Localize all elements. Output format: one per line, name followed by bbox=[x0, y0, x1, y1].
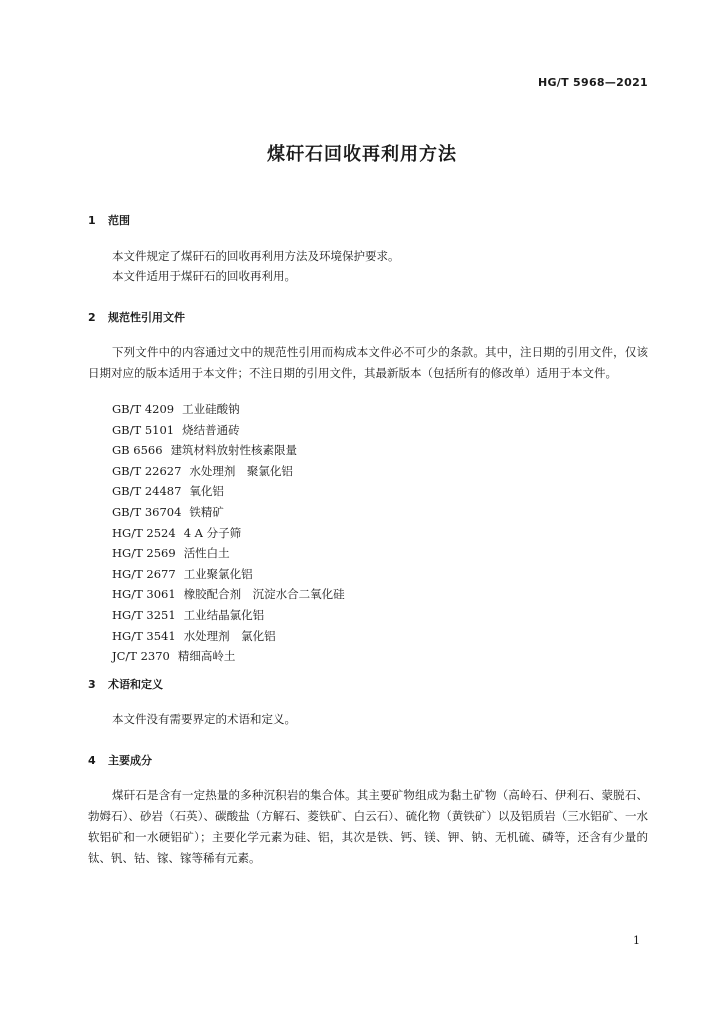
page-number: 1 bbox=[633, 934, 640, 947]
reference-code: HG/T 3251 bbox=[112, 607, 176, 622]
section-title: 范围 bbox=[108, 214, 130, 227]
section-4-paragraph: 煤矸石是含有一定热量的多种沉积岩的集合体。其主要矿物组成为黏土矿物（高岭石、伊利石、蒙脱石、勃姆石）、砂岩（石英）、碳酸盐（方解石、菱铁矿、白云石）、硫化物（黄铁矿）以及铝质岩（三水铝矿、一水软铝矿和一水硬铝矿）；主要化学元素为硅、铝，其次是铁、钙、镁、钾、钠、无机硫、磷等，还含有少量的钛、钒、钴、镓、镓等稀有元素。 bbox=[88, 788, 648, 865]
reference-code: HG/T 2677 bbox=[112, 566, 176, 581]
section-2-intro: 下列文件中的内容通过文中的规范性引用而构成本文件必不可少的条款。其中，注日期的引用文件，仅该日期对应的版本适用于本文件；不注日期的引用文件，其最新版本（包括所有的修改单）适用于本文件。 bbox=[88, 345, 648, 380]
section-title: 主要成分 bbox=[108, 754, 152, 767]
reference-code: HG/T 2524 bbox=[112, 525, 176, 540]
reference-code: GB/T 4209 bbox=[112, 402, 175, 416]
reference-item bbox=[112, 440, 345, 461]
reference-item bbox=[112, 543, 345, 564]
reference-name: 工业聚氯化铝 bbox=[183, 566, 253, 581]
document-title: 煤矸石回收再利用方法 bbox=[267, 144, 457, 165]
section-1-heading bbox=[88, 212, 130, 228]
reference-item bbox=[112, 399, 345, 420]
reference-item bbox=[112, 605, 345, 626]
reference-item bbox=[112, 461, 345, 482]
section-number: 2 bbox=[88, 311, 96, 324]
reference-code: GB 6566 bbox=[112, 443, 163, 458]
reference-code: JC/T 2370 bbox=[112, 649, 170, 664]
reference-item bbox=[112, 502, 345, 523]
normative-references-list bbox=[112, 399, 345, 667]
reference-item bbox=[112, 523, 345, 544]
reference-name: 橡胶配合剂 沉淀水合二氧化硅 bbox=[183, 587, 345, 602]
reference-code: HG/T 3541 bbox=[112, 628, 176, 643]
standard-code: HG/T 5968—2021 bbox=[537, 76, 648, 89]
reference-name: 水处理剂 聚氯化铝 bbox=[189, 463, 293, 478]
reference-name: 工业结晶氯化铝 bbox=[183, 607, 265, 622]
section-number: 4 bbox=[88, 754, 96, 767]
reference-name: 活性白土 bbox=[183, 546, 230, 561]
reference-item bbox=[112, 646, 345, 667]
section-3-line-1: 本文件没有需要界定的术语和定义。 bbox=[112, 712, 296, 726]
reference-code: GB/T 22627 bbox=[112, 463, 182, 478]
section-title: 规范性引用文件 bbox=[108, 311, 185, 324]
reference-name: 铁精矿 bbox=[189, 504, 224, 519]
section-3-heading bbox=[88, 676, 163, 692]
reference-item bbox=[112, 564, 345, 585]
section-number: 3 bbox=[88, 678, 96, 691]
reference-code: GB/T 24487 bbox=[112, 484, 182, 499]
section-title: 术语和定义 bbox=[108, 678, 163, 691]
reference-name: 水处理剂 氯化铝 bbox=[183, 628, 276, 643]
reference-item bbox=[112, 420, 345, 441]
section-1-line-1: 本文件规定了煤矸石的回收再利用方法及环境保护要求。 bbox=[112, 249, 400, 263]
reference-code: HG/T 3061 bbox=[112, 587, 176, 602]
reference-name: 烧结普通砖 bbox=[182, 422, 240, 437]
reference-name: 工业硅酸钠 bbox=[182, 402, 240, 416]
reference-name: 精细高岭土 bbox=[177, 649, 236, 664]
reference-name: 氧化铝 bbox=[189, 484, 224, 499]
reference-item bbox=[112, 481, 345, 502]
section-2-heading bbox=[88, 309, 185, 325]
section-number: 1 bbox=[88, 214, 96, 227]
section-4-heading bbox=[88, 752, 152, 768]
reference-item bbox=[112, 626, 345, 647]
section-1-line-2: 本文件适用于煤矸石的回收再利用。 bbox=[112, 269, 296, 283]
reference-code: GB/T 36704 bbox=[112, 504, 182, 519]
reference-name: 4 A 分子筛 bbox=[183, 525, 242, 540]
reference-code: HG/T 2569 bbox=[112, 546, 176, 561]
reference-name: 建筑材料放射性核素限量 bbox=[170, 443, 298, 458]
reference-item bbox=[112, 584, 345, 605]
reference-code: GB/T 5101 bbox=[112, 422, 175, 437]
